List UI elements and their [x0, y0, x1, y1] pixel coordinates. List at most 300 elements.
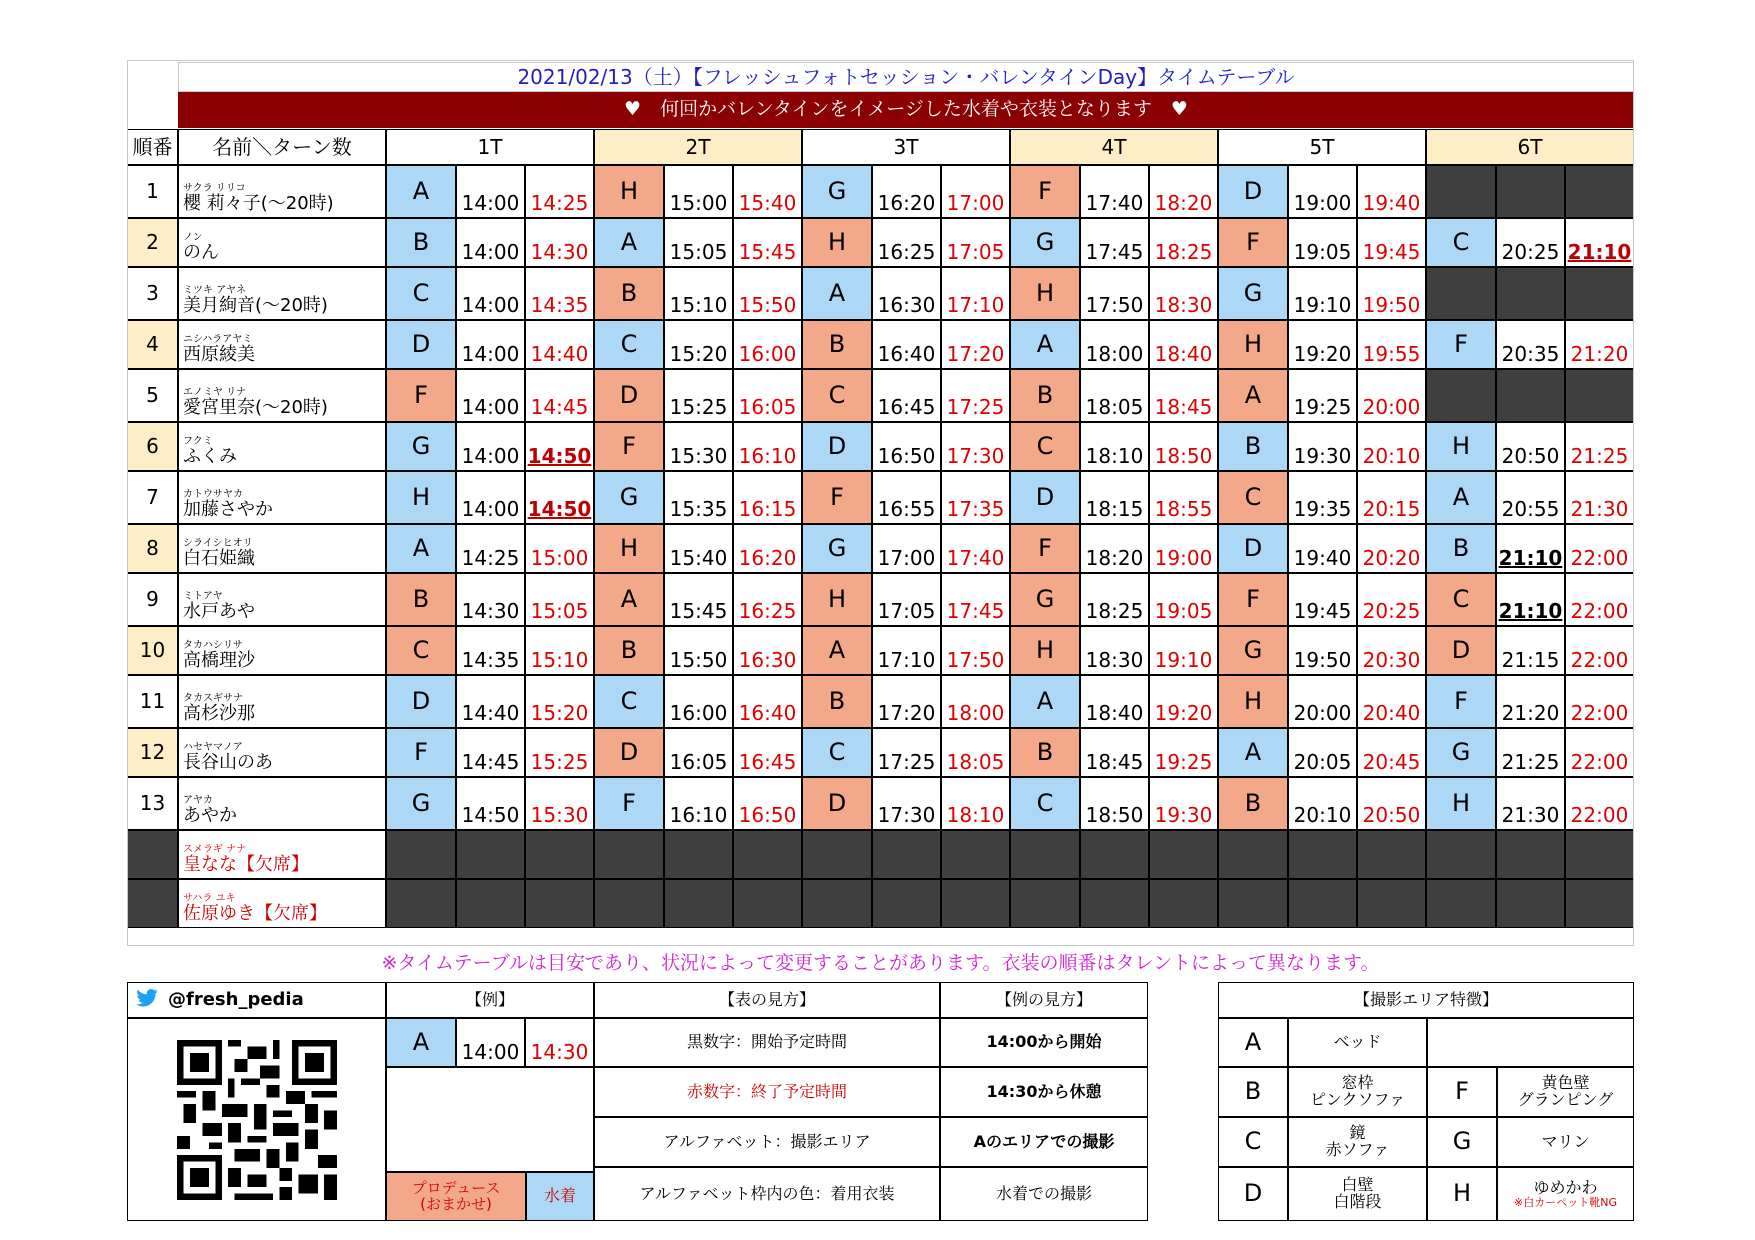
- start-time: 20:05: [1288, 728, 1357, 777]
- area-letter: D: [594, 728, 664, 777]
- area-letter: C: [1426, 218, 1496, 267]
- start-time: 19:20: [1288, 320, 1357, 369]
- end-time: 18:00: [941, 675, 1010, 728]
- start-time: 17:45: [1080, 218, 1149, 267]
- area-letter: B: [1010, 369, 1080, 422]
- start-time: 19:45: [1288, 573, 1357, 626]
- empty-slot: [872, 879, 941, 928]
- end-time: 17:20: [941, 320, 1010, 369]
- end-time: 22:00: [1565, 573, 1634, 626]
- turn-header-6: 6T: [1426, 129, 1634, 165]
- end-time: 20:25: [1357, 573, 1426, 626]
- end-time: 19:10: [1149, 626, 1218, 675]
- area-letter: B: [802, 675, 872, 728]
- empty-slot: [594, 830, 664, 879]
- end-time: 20:50: [1357, 777, 1426, 830]
- start-time: 16:55: [872, 471, 941, 524]
- example-area-letter: A: [386, 1018, 456, 1067]
- start-time: 21:20: [1496, 675, 1565, 728]
- start-time: 16:50: [872, 422, 941, 471]
- start-time: 15:20: [664, 320, 733, 369]
- row-order-number: 10: [127, 626, 178, 675]
- end-time: 22:00: [1565, 728, 1634, 777]
- area-letter: G: [1010, 218, 1080, 267]
- area-letter: H: [1218, 675, 1288, 728]
- end-time: 21:20: [1565, 320, 1634, 369]
- area-letter: D: [802, 777, 872, 830]
- order-header: 順番: [127, 129, 178, 165]
- end-time: 19:05: [1149, 573, 1218, 626]
- end-time: 14:25: [525, 165, 594, 218]
- end-time: 22:00: [1565, 675, 1634, 728]
- area-letter: A: [386, 165, 456, 218]
- start-time: 17:30: [872, 777, 941, 830]
- area-letter: D: [1218, 1167, 1288, 1221]
- empty-slot: [664, 830, 733, 879]
- start-time: 17:40: [1080, 165, 1149, 218]
- legend-description: アルファベット：撮影エリア: [594, 1117, 940, 1167]
- twitter-handle: [127, 982, 386, 1018]
- start-time: 17:25: [872, 728, 941, 777]
- end-time: 18:55: [1149, 471, 1218, 524]
- start-time: 19:35: [1288, 471, 1357, 524]
- end-time: 19:40: [1357, 165, 1426, 218]
- area-letter: A: [1218, 728, 1288, 777]
- area-letter: F: [1218, 573, 1288, 626]
- start-time: 19:10: [1288, 267, 1357, 320]
- turn-header-4: 4T: [1010, 129, 1218, 165]
- area-letter: D: [386, 675, 456, 728]
- talent-kana: カトウサヤカ: [183, 489, 243, 501]
- area-letter: B: [594, 626, 664, 675]
- end-time: 20:15: [1357, 471, 1426, 524]
- area-description-text: ゆめかわ: [1533, 1177, 1598, 1197]
- end-time: 19:25: [1149, 728, 1218, 777]
- end-time: 17:40: [941, 524, 1010, 573]
- end-time: 17:00: [941, 165, 1010, 218]
- area-letter: C: [1426, 573, 1496, 626]
- area-letter: D: [1010, 471, 1080, 524]
- talent-kana: タカスギサナ: [183, 693, 243, 705]
- start-time: 20:10: [1288, 777, 1357, 830]
- empty-slot: [594, 879, 664, 928]
- area-description: [1497, 1117, 1634, 1167]
- talent-kana: ミツキ アヤネ: [183, 285, 246, 297]
- start-time: 18:25: [1080, 573, 1149, 626]
- talent-name-cell: [178, 471, 386, 524]
- area-letter: A: [802, 626, 872, 675]
- area-letter: A: [1010, 675, 1080, 728]
- start-time: 15:50: [664, 626, 733, 675]
- produce-color-swatch: プロデュース (おまかせ): [386, 1172, 526, 1221]
- start-time: 16:30: [872, 267, 941, 320]
- empty-slot: [1357, 830, 1426, 879]
- talent-kana: スメラギ ナナ: [183, 844, 247, 856]
- empty-slot: [1426, 267, 1496, 320]
- empty-slot: [456, 830, 525, 879]
- area-letter: A: [1218, 369, 1288, 422]
- row-order-number: 12: [127, 728, 178, 777]
- end-time: 14:50: [525, 471, 594, 524]
- area-letter: C: [594, 675, 664, 728]
- row-order-number: 8: [127, 524, 178, 573]
- area-letter: F: [594, 777, 664, 830]
- area-letter: F: [386, 369, 456, 422]
- start-time: 14:00: [456, 320, 525, 369]
- start-time: 19:25: [1288, 369, 1357, 422]
- end-time: 16:20: [733, 524, 802, 573]
- end-time: 18:05: [941, 728, 1010, 777]
- start-time: 20:25: [1496, 218, 1565, 267]
- talent-name-cell: [178, 573, 386, 626]
- area-letter: G: [1218, 267, 1288, 320]
- area-letter: C: [1218, 471, 1288, 524]
- area-letter: D: [1218, 165, 1288, 218]
- legend-example: Aのエリアでの撮影: [940, 1117, 1148, 1167]
- legend-blank: [386, 1067, 594, 1172]
- talent-name-cell: [178, 524, 386, 573]
- end-time: 18:20: [1149, 165, 1218, 218]
- area-letter: C: [802, 728, 872, 777]
- end-time: 16:15: [733, 471, 802, 524]
- end-time: 16:00: [733, 320, 802, 369]
- end-time: 16:30: [733, 626, 802, 675]
- empty-slot: [1149, 830, 1218, 879]
- end-time: 20:45: [1357, 728, 1426, 777]
- end-time: 14:50: [525, 422, 594, 471]
- talent-kana: サクラ リリコ: [183, 183, 246, 195]
- talent-name-cell: [178, 218, 386, 267]
- area-letter: B: [1426, 524, 1496, 573]
- area-letter: B: [1218, 1067, 1288, 1117]
- example-header: 【例】: [386, 982, 594, 1018]
- end-time: 16:50: [733, 777, 802, 830]
- area-letter: F: [386, 728, 456, 777]
- turn-header-3: 3T: [802, 129, 1010, 165]
- area-letter: B: [1010, 728, 1080, 777]
- talent-name: 皇なな【欠席】: [183, 854, 309, 876]
- start-time: 18:40: [1080, 675, 1149, 728]
- start-time: 21:10: [1496, 524, 1565, 573]
- start-time: 15:40: [664, 524, 733, 573]
- start-time: 20:00: [1288, 675, 1357, 728]
- end-time: 14:45: [525, 369, 594, 422]
- area-letter: H: [802, 573, 872, 626]
- talent-name: 愛宮里奈(～20時): [183, 397, 328, 419]
- area-note: ※白カーペット靴NG: [1514, 1195, 1617, 1209]
- area-letter: F: [802, 471, 872, 524]
- area-letter: G: [1010, 573, 1080, 626]
- start-time: 18:50: [1080, 777, 1149, 830]
- legend-example: 水着での撮影: [940, 1167, 1148, 1221]
- end-time: 15:10: [525, 626, 594, 675]
- area-letter: B: [1218, 777, 1288, 830]
- end-time: 17:05: [941, 218, 1010, 267]
- row-order-number: 13: [127, 777, 178, 830]
- area-letter: H: [1010, 267, 1080, 320]
- empty-slot: [525, 879, 594, 928]
- empty-slot: [1565, 879, 1634, 928]
- empty-slot: [1496, 369, 1565, 422]
- talent-name: 西原綾美: [183, 344, 255, 366]
- area-letter: A: [1218, 1018, 1288, 1067]
- valentine-banner: ♥ 何回かバレンタインをイメージした水着や衣装となります ♥: [178, 92, 1634, 128]
- empty-slot: [1496, 879, 1565, 928]
- start-time: 15:25: [664, 369, 733, 422]
- area-letter: A: [386, 524, 456, 573]
- talent-name: 高杉沙那: [183, 703, 255, 725]
- empty-slot: [1149, 879, 1218, 928]
- area-letter: F: [1426, 320, 1496, 369]
- area-letter: F: [1218, 218, 1288, 267]
- end-time: 18:25: [1149, 218, 1218, 267]
- area-letter: B: [1218, 422, 1288, 471]
- end-time: 16:25: [733, 573, 802, 626]
- empty-slot: [525, 830, 594, 879]
- start-time: 19:30: [1288, 422, 1357, 471]
- area-letter: A: [594, 573, 664, 626]
- empty-slot: [1010, 879, 1080, 928]
- legend-description: 赤数字：終了予定時間: [594, 1067, 940, 1117]
- area-blank: [1427, 1018, 1634, 1067]
- start-time: 18:20: [1080, 524, 1149, 573]
- start-time: 14:25: [456, 524, 525, 573]
- area-letter: C: [386, 267, 456, 320]
- area-description: 白壁 白階段: [1288, 1167, 1427, 1221]
- start-time: 17:10: [872, 626, 941, 675]
- area-description-text: 黄色壁 グランピング: [1517, 1073, 1614, 1109]
- empty-slot: [1426, 879, 1496, 928]
- talent-name: 高橋理沙: [183, 650, 255, 672]
- row-order-number: 1: [127, 165, 178, 218]
- empty-slot: [1426, 165, 1496, 218]
- end-time: 20:10: [1357, 422, 1426, 471]
- talent-name: 櫻 莉々子(～20時): [183, 193, 334, 215]
- row-order-number: 3: [127, 267, 178, 320]
- start-time: 14:00: [456, 471, 525, 524]
- empty-slot: [1565, 369, 1634, 422]
- start-time: 14:00: [456, 165, 525, 218]
- end-time: 16:40: [733, 675, 802, 728]
- empty-slot: [1426, 830, 1496, 879]
- area-letter: F: [1010, 165, 1080, 218]
- talent-name: ふくみ: [183, 446, 237, 468]
- empty-slot: [1010, 830, 1080, 879]
- area-letter: G: [1218, 626, 1288, 675]
- end-time: 16:05: [733, 369, 802, 422]
- end-time: 19:30: [1149, 777, 1218, 830]
- empty-slot: [1218, 830, 1288, 879]
- area-letter: G: [802, 524, 872, 573]
- example-explanation-header: 【例の見方】: [940, 982, 1148, 1018]
- turn-header-2: 2T: [594, 129, 802, 165]
- end-time: 15:30: [525, 777, 594, 830]
- end-time: 18:50: [1149, 422, 1218, 471]
- area-letter: H: [1426, 422, 1496, 471]
- empty-slot: [802, 830, 872, 879]
- end-time: 16:10: [733, 422, 802, 471]
- end-time: 14:30: [525, 218, 594, 267]
- area-description-text: マリン: [1541, 1131, 1590, 1151]
- start-time: 18:00: [1080, 320, 1149, 369]
- end-time: 19:50: [1357, 267, 1426, 320]
- empty-slot: [1288, 879, 1357, 928]
- area-letter: B: [386, 218, 456, 267]
- area-letter: A: [1426, 471, 1496, 524]
- end-time: 15:00: [525, 524, 594, 573]
- start-time: 20:35: [1496, 320, 1565, 369]
- area-letter: G: [594, 471, 664, 524]
- area-description: [1497, 1067, 1634, 1117]
- empty-slot: [802, 879, 872, 928]
- start-time: 14:40: [456, 675, 525, 728]
- absent-talent-name-cell: [178, 830, 386, 879]
- empty-slot: [1496, 165, 1565, 218]
- start-time: 15:30: [664, 422, 733, 471]
- area-letter: D: [1426, 626, 1496, 675]
- talent-kana: アヤカ: [183, 795, 213, 807]
- end-time: 17:45: [941, 573, 1010, 626]
- example-end-time: 14:30: [525, 1018, 594, 1067]
- start-time: 14:35: [456, 626, 525, 675]
- area-letter: C: [386, 626, 456, 675]
- talent-kana: フクミ: [183, 436, 213, 448]
- empty-slot: [1496, 267, 1565, 320]
- end-time: 15:50: [733, 267, 802, 320]
- talent-name-cell: [178, 675, 386, 728]
- start-time: 17:00: [872, 524, 941, 573]
- talent-name-cell: [178, 728, 386, 777]
- start-time: 18:05: [1080, 369, 1149, 422]
- talent-name: 長谷山のあ: [183, 752, 273, 774]
- start-time: 14:00: [456, 218, 525, 267]
- end-time: 22:00: [1565, 626, 1634, 675]
- end-time: 17:50: [941, 626, 1010, 675]
- empty-slot: [1426, 369, 1496, 422]
- talent-name: 水戸あや: [183, 601, 255, 623]
- start-time: 15:45: [664, 573, 733, 626]
- empty-slot: [1288, 830, 1357, 879]
- end-time: 17:25: [941, 369, 1010, 422]
- end-time: 21:30: [1565, 471, 1634, 524]
- start-time: 21:10: [1496, 573, 1565, 626]
- end-time: 18:30: [1149, 267, 1218, 320]
- talent-name-cell: [178, 165, 386, 218]
- talent-name: 白石姫織: [183, 548, 255, 570]
- area-letter: B: [802, 320, 872, 369]
- area-letter: C: [1010, 777, 1080, 830]
- end-time: 15:40: [733, 165, 802, 218]
- end-time: 19:00: [1149, 524, 1218, 573]
- start-time: 19:00: [1288, 165, 1357, 218]
- area-letter: H: [594, 524, 664, 573]
- start-time: 15:35: [664, 471, 733, 524]
- end-time: 18:40: [1149, 320, 1218, 369]
- area-letter: D: [594, 369, 664, 422]
- start-time: 20:55: [1496, 471, 1565, 524]
- row-order-number: 9: [127, 573, 178, 626]
- area-letter: H: [1010, 626, 1080, 675]
- talent-kana: シライシヒオリ: [183, 538, 253, 550]
- area-letter: H: [802, 218, 872, 267]
- end-time: 18:10: [941, 777, 1010, 830]
- start-time: 18:10: [1080, 422, 1149, 471]
- start-time: 16:05: [664, 728, 733, 777]
- absent-order-cell: [127, 830, 178, 879]
- start-time: 15:00: [664, 165, 733, 218]
- area-letter: F: [1427, 1067, 1497, 1117]
- end-time: 17:30: [941, 422, 1010, 471]
- area-letter: F: [1426, 675, 1496, 728]
- start-time: 17:05: [872, 573, 941, 626]
- empty-slot: [941, 830, 1010, 879]
- start-time: 21:25: [1496, 728, 1565, 777]
- how-to-read-header: 【表の見方】: [594, 982, 940, 1018]
- area-letter: G: [386, 422, 456, 471]
- end-time: 15:45: [733, 218, 802, 267]
- empty-slot: [941, 879, 1010, 928]
- end-time: 20:20: [1357, 524, 1426, 573]
- start-time: 17:20: [872, 675, 941, 728]
- end-time: 15:05: [525, 573, 594, 626]
- start-time: 20:50: [1496, 422, 1565, 471]
- end-time: 19:45: [1357, 218, 1426, 267]
- legend-description: アルファベット枠内の色：着用衣装: [594, 1167, 940, 1221]
- legend-description: 黒数字：開始予定時間: [594, 1018, 940, 1067]
- empty-slot: [733, 879, 802, 928]
- area-letter: H: [386, 471, 456, 524]
- talent-name-cell: [178, 777, 386, 830]
- start-time: 17:50: [1080, 267, 1149, 320]
- area-letter: G: [802, 165, 872, 218]
- talent-name-cell: [178, 422, 386, 471]
- turn-header-5: 5T: [1218, 129, 1426, 165]
- empty-slot: [1218, 879, 1288, 928]
- area-letter: G: [1427, 1117, 1497, 1167]
- area-letter: F: [1010, 524, 1080, 573]
- start-time: 14:00: [456, 422, 525, 471]
- empty-slot: [1080, 830, 1149, 879]
- start-time: 16:45: [872, 369, 941, 422]
- area-letter: H: [1427, 1167, 1497, 1221]
- name-turn-header: 名前＼ターン数: [178, 129, 386, 165]
- empty-slot: [1080, 879, 1149, 928]
- area-letter: H: [1426, 777, 1496, 830]
- area-letter: C: [1218, 1117, 1288, 1167]
- area-letter: G: [386, 777, 456, 830]
- area-letter: C: [802, 369, 872, 422]
- empty-slot: [1357, 879, 1426, 928]
- swimsuit-color-swatch: 水着: [526, 1172, 594, 1221]
- absent-talent-name-cell: [178, 879, 386, 928]
- area-letter: C: [594, 320, 664, 369]
- end-time: 22:00: [1565, 777, 1634, 830]
- end-time: 18:45: [1149, 369, 1218, 422]
- turn-header-1: 1T: [386, 129, 594, 165]
- talent-name: 美月絢音(～20時): [183, 295, 328, 317]
- area-description: ベッド: [1288, 1018, 1427, 1067]
- area-letter: D: [386, 320, 456, 369]
- area-features-header: 【撮影エリア特徴】: [1218, 982, 1634, 1018]
- area-letter: F: [594, 422, 664, 471]
- start-time: 15:05: [664, 218, 733, 267]
- end-time: 21:25: [1565, 422, 1634, 471]
- talent-name: あやか: [183, 805, 237, 827]
- start-time: 16:25: [872, 218, 941, 267]
- talent-name: 佐原ゆき【欠席】: [183, 903, 327, 925]
- start-time: 19:05: [1288, 218, 1357, 267]
- empty-slot: [664, 879, 733, 928]
